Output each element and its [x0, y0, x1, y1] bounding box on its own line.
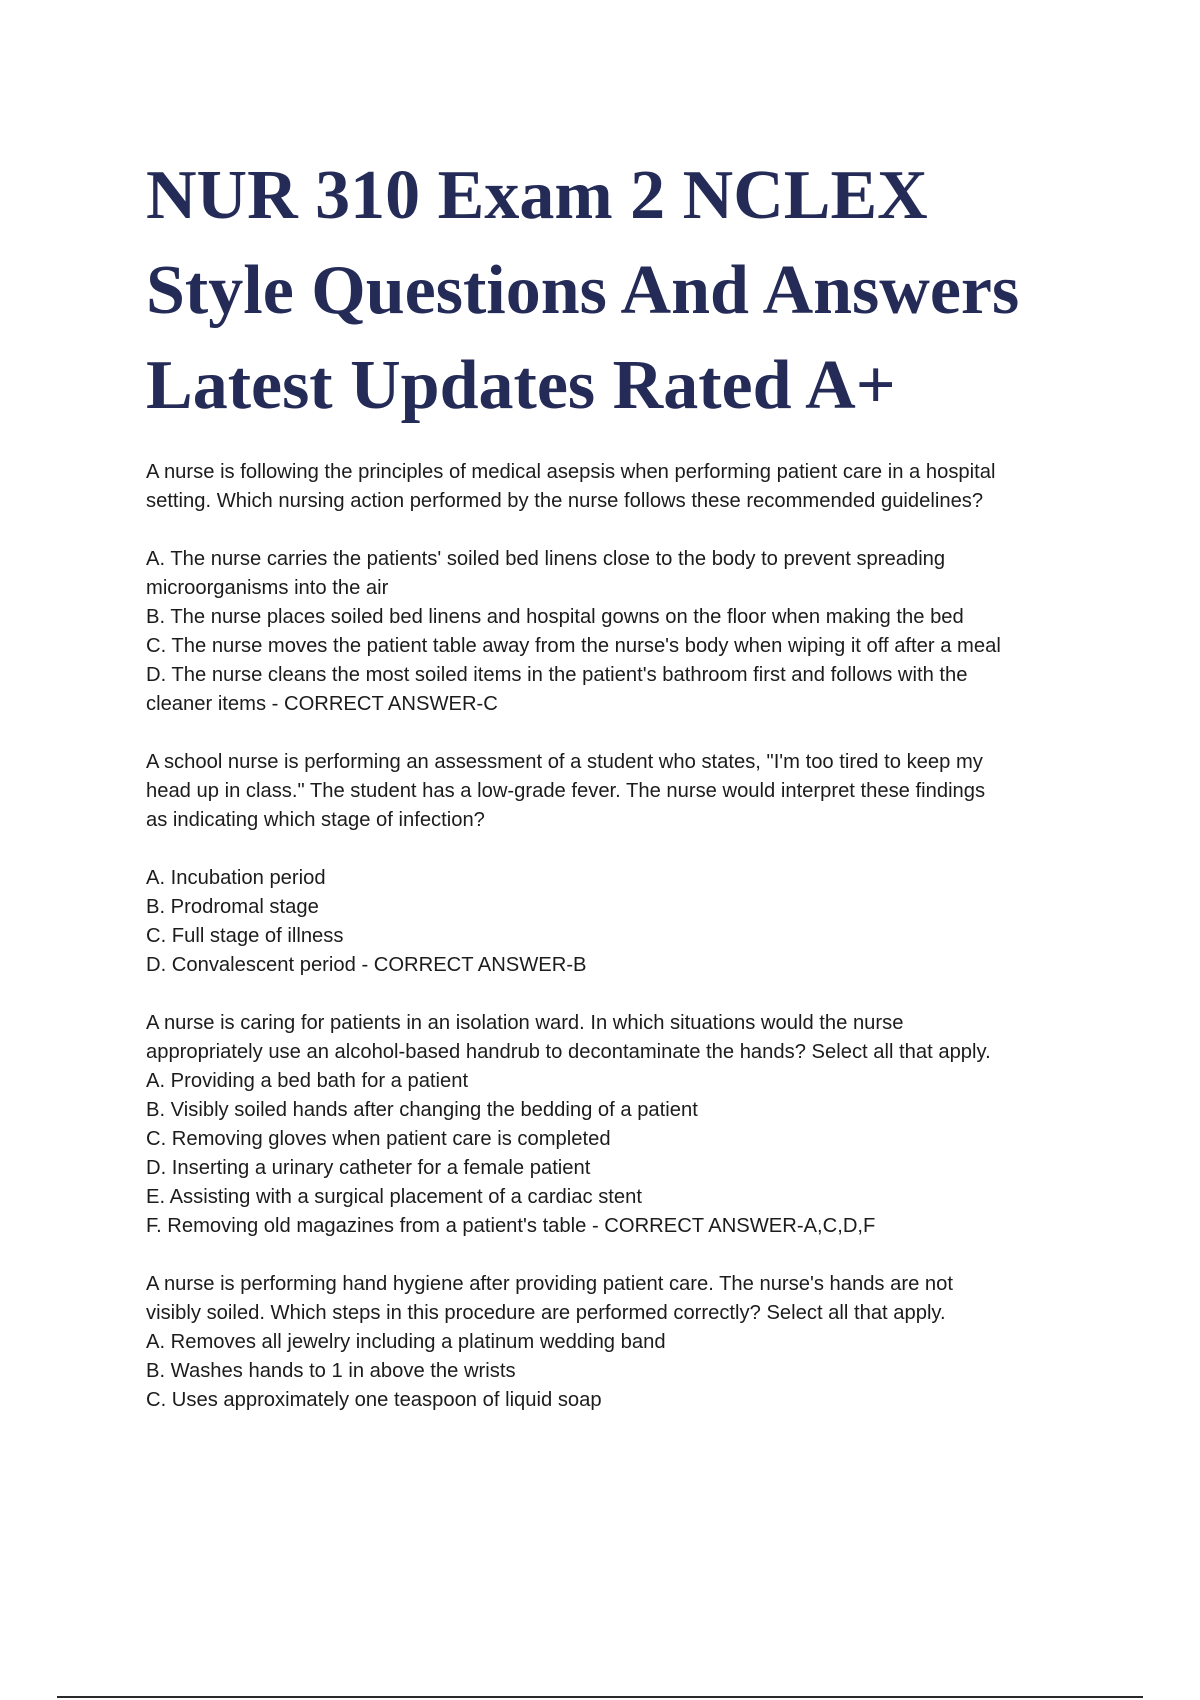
answer-option-line: A. Removes all jewelry including a platinum wedding band [146, 1331, 666, 1353]
question-3 [146, 1009, 1096, 1241]
blank-line [146, 516, 1096, 545]
answer-option-line: C. The nurse moves the patient table away from the nurse's body when wiping it off after a meal [146, 635, 1001, 657]
question-2 [146, 748, 1096, 980]
question-stem-line: A school nurse is performing an assessment of a student who states, "I'm too tired to keep my [146, 751, 983, 773]
question-4 [146, 1270, 1096, 1415]
questions-content [146, 458, 1096, 1444]
answer-option-line: A. Incubation period [146, 867, 326, 889]
question-1 [146, 458, 1096, 719]
question-stem-line: as indicating which stage of infection? [146, 809, 485, 831]
answer-option-line: D. The nurse cleans the most soiled items in the patient's bathroom first and follows with the [146, 664, 968, 686]
answer-option-line: B. Prodromal stage [146, 896, 319, 918]
title-line: Style Questions And Answers [146, 252, 1020, 329]
answer-option-line: D. Convalescent period - CORRECT ANSWER-B [146, 954, 587, 976]
answer-option-line: E. Assisting with a surgical placement of a cardiac stent [146, 1186, 642, 1208]
blank-line [146, 835, 1096, 864]
title-line: Latest Updates Rated A+ [146, 347, 896, 424]
question-stem-line: A nurse is caring for patients in an isolation ward. In which situations would the nurse [146, 1012, 904, 1034]
question-stem-line: visibly soiled. Which steps in this procedure are performed correctly? Select all that apply. [146, 1302, 946, 1324]
title-line: NUR 310 Exam 2 NCLEX [146, 157, 928, 234]
footer-divider [57, 1696, 1143, 1698]
answer-option-line: cleaner items - CORRECT ANSWER-C [146, 693, 498, 715]
answer-option-line: B. Washes hands to 1 in above the wrists [146, 1360, 516, 1382]
answer-option-line: A. Providing a bed bath for a patient [146, 1070, 469, 1092]
answer-option-line: F. Removing old magazines from a patient's table - CORRECT ANSWER-A,C,D,F [146, 1215, 876, 1237]
question-stem-line: A nurse is performing hand hygiene after providing patient care. The nurse's hands are not [146, 1273, 953, 1295]
answer-option-line: B. The nurse places soiled bed linens and hospital gowns on the floor when making the bed [146, 606, 964, 628]
question-stem-line: setting. Which nursing action performed by the nurse follows these recommended guidelines? [146, 490, 984, 512]
answer-option-line: B. Visibly soiled hands after changing the bedding of a patient [146, 1099, 698, 1121]
document-title [146, 148, 1146, 433]
answer-option-line: microorganisms into the air [146, 577, 389, 599]
answer-option-line: C. Full stage of illness [146, 925, 344, 947]
answer-option-line: C. Uses approximately one teaspoon of liquid soap [146, 1389, 602, 1411]
question-stem-line: appropriately use an alcohol-based handrub to decontaminate the hands? Select all that apply. [146, 1041, 991, 1063]
answer-option-line: D. Inserting a urinary catheter for a female patient [146, 1157, 591, 1179]
answer-option-line: C. Removing gloves when patient care is completed [146, 1128, 611, 1150]
answer-option-line: A. The nurse carries the patients' soiled bed linens close to the body to prevent spreading [146, 548, 946, 570]
question-stem-line: A nurse is following the principles of medical asepsis when performing patient care in a hospital [146, 461, 996, 483]
question-stem-line: head up in class." The student has a low-grade fever. The nurse would interpret these findings [146, 780, 986, 802]
